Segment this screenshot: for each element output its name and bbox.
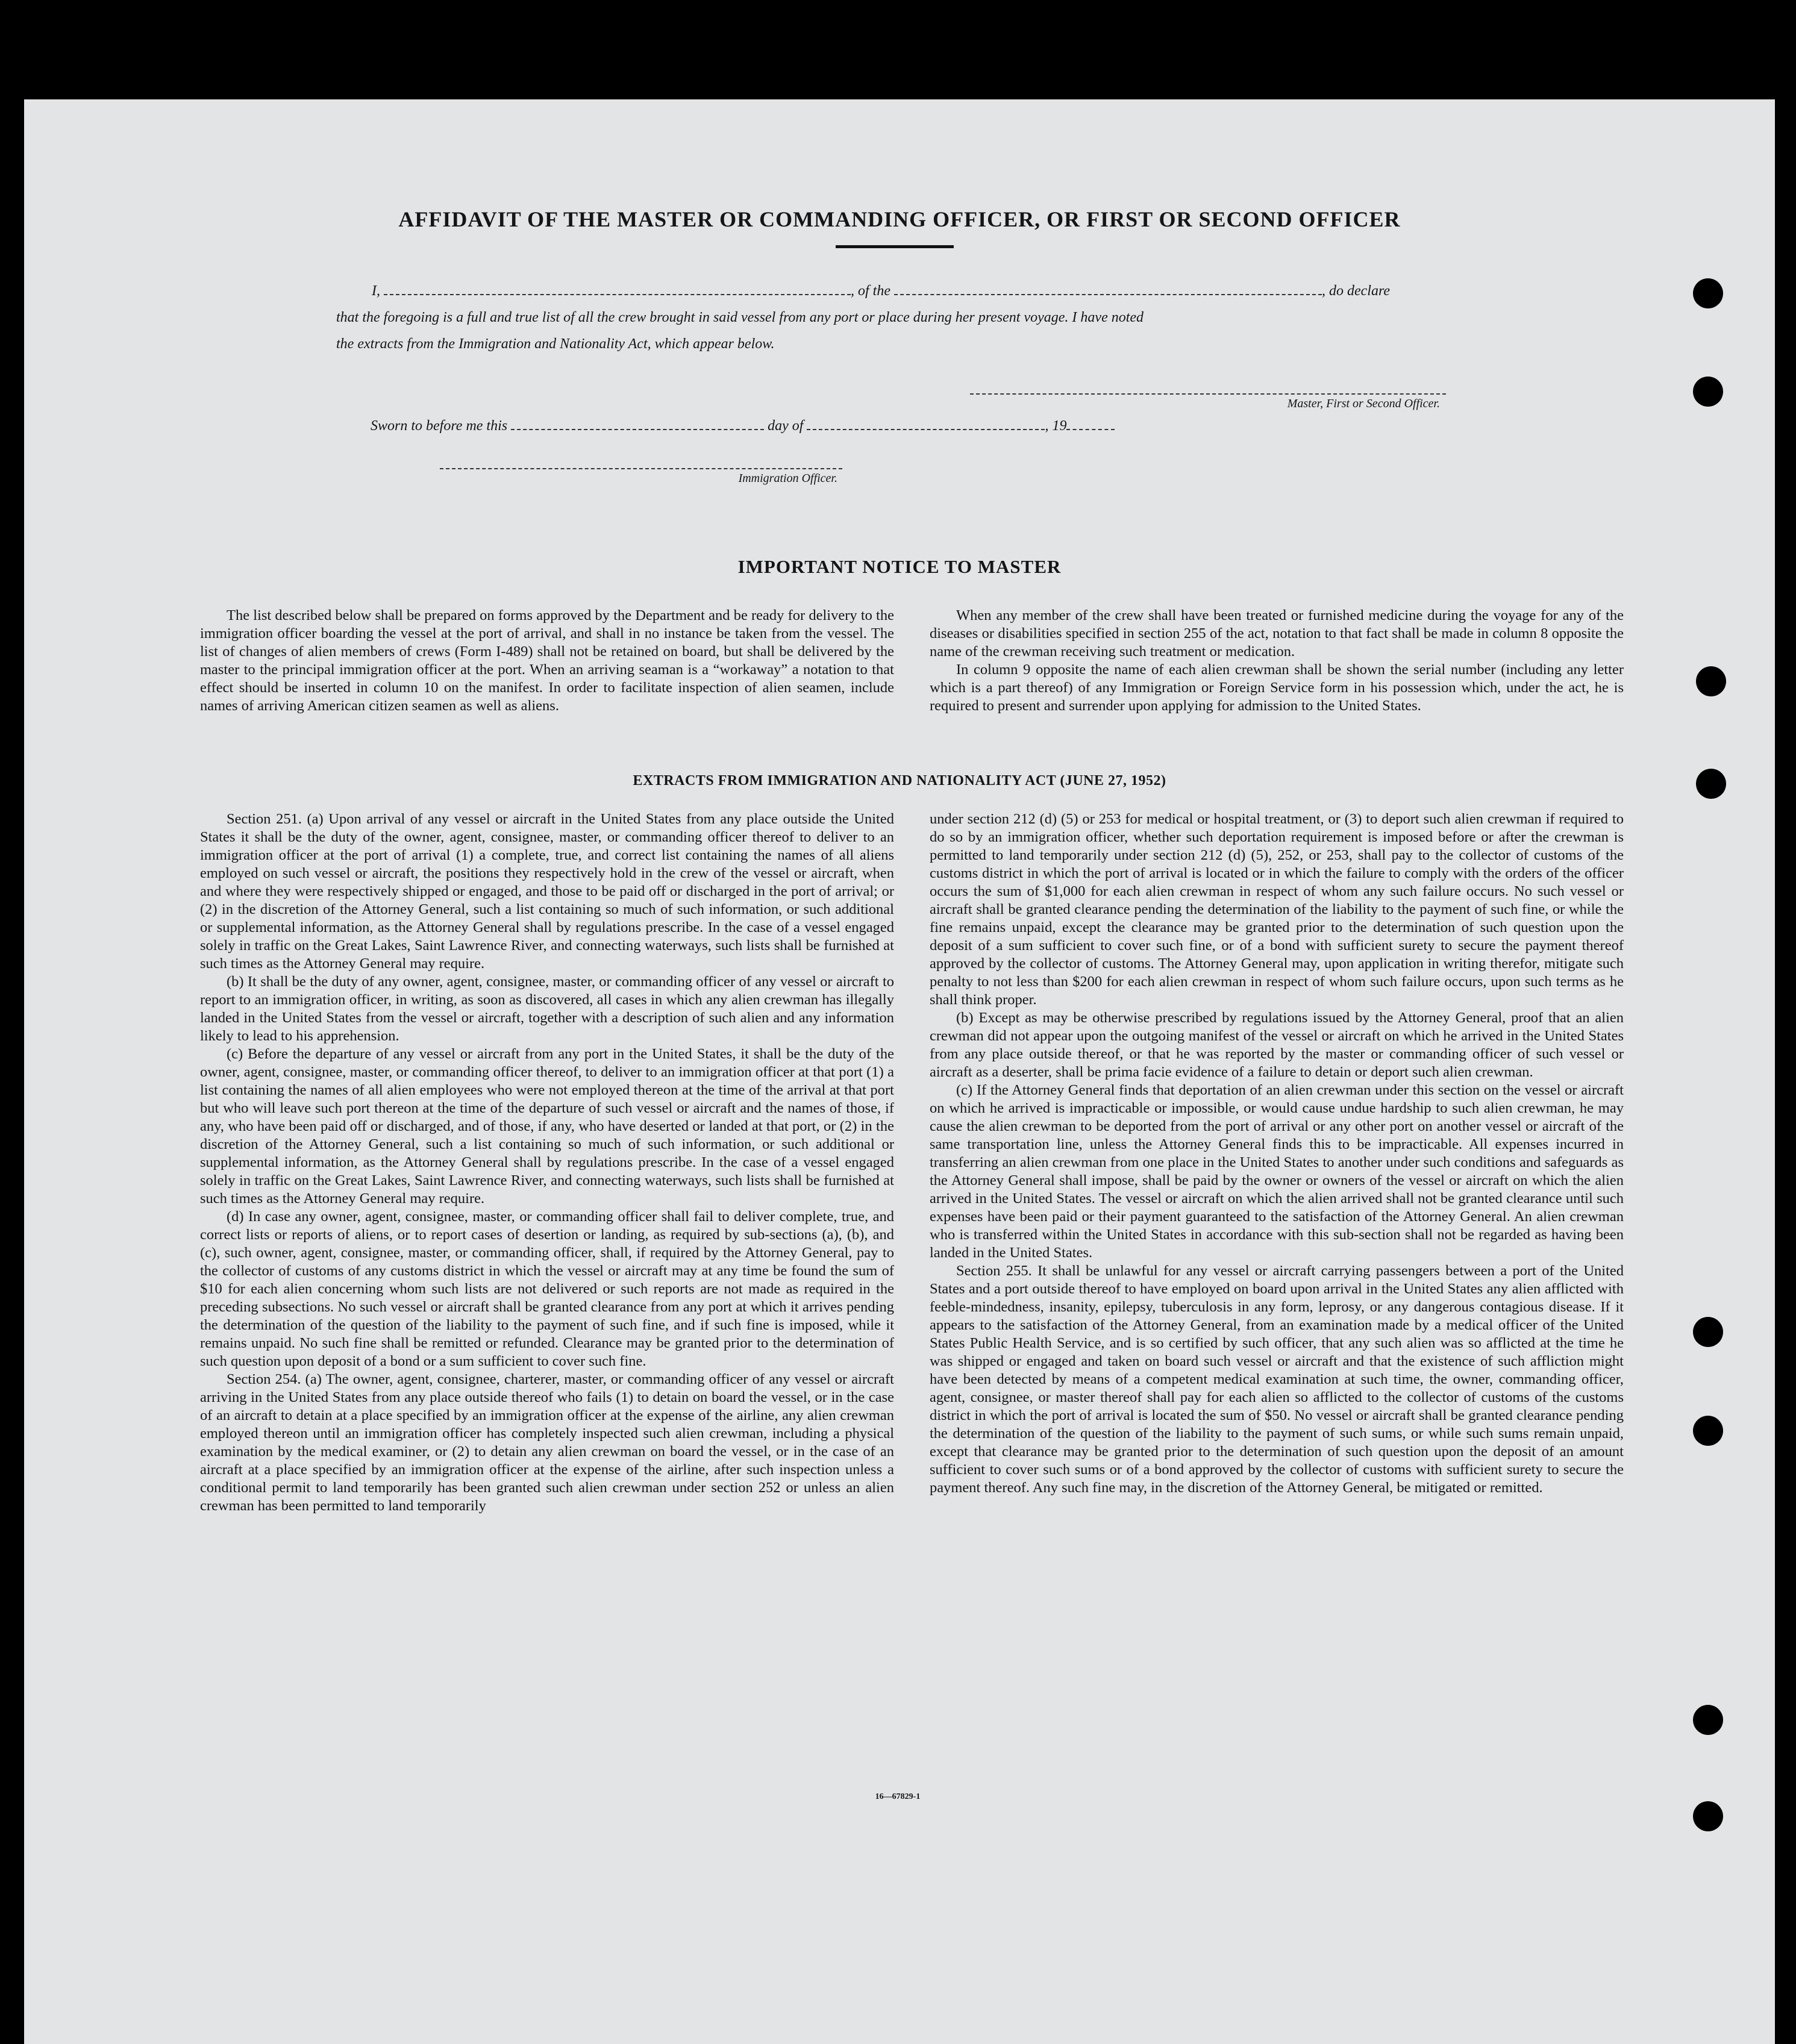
- year-prefix-label: , 19: [1045, 418, 1067, 434]
- extracts-left-column: [200, 810, 894, 1515]
- section-255: Section 255. It shall be unlawful for any vessel or aircraft carrying passengers between a port of the United States and a port outside thereof to have employed on board upon arrival in the United States any alien afflicted with feeble-mindedness, insanity, epilepsy, tuberculosis in any form, leprosy, or any dangerous contagious disease. If it appears to the satisfaction of the Attorney General, from an examination made by a medical officer of the United States Public Health Service, and is so certified by such officer, that any such alien was so afflicted at the time he was shipped or engaged and taken on board such vessel or aircraft and that the existence of such affliction might have been detected by means of a competent medical examination at such time, the owner, commanding officer, agent, consignee, or master thereof shall pay for each alien so afflicted to the collector of customs of the customs district in which the port of arrival is located the sum of $50. No vessel or aircraft shall be granted clearance pending the determination of the question of the liability to the payment of such sums, or while such sums remain unpaid, except that clearance may be granted prior to the determination of such question upon the deposit of an amount sufficient to cover such sums or of a bond approved by the collector of customs with sufficient surety to secure the payment thereof. Any such fine may, in the discretion of the Attorney General, be mitigated or remitted.: [930, 1263, 1624, 1496]
- extracts-right-column: [930, 810, 1624, 1497]
- word-i: I,: [372, 283, 380, 299]
- sworn-before-label: Sworn to before me this: [371, 418, 508, 434]
- officer-signature-line[interactable]: [440, 468, 842, 469]
- notice-paragraph: In column 9 opposite the name of each alien crewman shall be shown the serial number (including any letter which is a part thereof) of any Immigration or Foreign Service form in his possession which, under the act, he is required to present and surrender upon applying for admission to the United States.: [930, 661, 1624, 714]
- word-of-the: , of the: [851, 283, 890, 299]
- declarant-name-field[interactable]: [384, 282, 851, 295]
- punch-hole: [1693, 1317, 1723, 1347]
- title-rule: [836, 245, 954, 248]
- declaration-line-1: [372, 278, 1474, 304]
- declaration-line-2: that the foregoing is a full and true list of all the crew brought in said vessel from any port or place during her present voyage. I have noted: [336, 310, 1144, 325]
- punch-hole: [1696, 666, 1726, 696]
- punch-hole: [1693, 278, 1723, 308]
- sworn-line: [371, 413, 1214, 439]
- notice-left-column: [200, 607, 894, 715]
- punch-hole: [1696, 769, 1726, 799]
- sworn-year-field[interactable]: [1066, 417, 1115, 430]
- notice-title: IMPORTANT NOTICE TO MASTER: [737, 556, 1062, 577]
- sworn-month-field[interactable]: [807, 417, 1045, 430]
- section-251-a: Section 251. (a) Upon arrival of any vessel or aircraft in the United States from any place outside the United States it shall be the duty of the owner, agent, consignee, master, or commanding officer thereof to deliver to an immigration officer at the port of arrival (1) a complete, true, and correct list containing the names of all aliens employed on such vessel or aircraft, the positions they respectively hold in the crew of the vessel or aircraft, when and where they were respectively shipped or engaged, and those to be paid off or discharged in the port of arrival; or (2) in the discretion of the Attorney General, such a list containing so much of such information, or such additional or supplemental information, as the Attorney General shall by regulations prescribe. In the case of a vessel engaged solely in traffic on the Great Lakes, Saint Lawrence River, and connecting waterways, such lists shall be furnished at such times as the Attorney General may require.: [200, 811, 894, 972]
- section-254-c: (c) If the Attorney General finds that deportation of an alien crewman under this section on the vessel or aircraft on which he arrived is impracticable or impossible, or would cause undue hardship to such alien crewman, he may cause the alien crewman to be deported from the port of arrival or any other port on another vessel or aircraft of the same transportation line, unless the Attorney General finds this to be impracticable. All expenses incurred in transferring an alien crewman from one place in the United States to another under such conditions and safeguards as the Attorney General shall impose, shall be paid by the owner or owners of the vessel or aircraft on which the alien arrived in the United States. The vessel or aircraft on which the alien arrived shall not be granted clearance until such expenses have been paid or their payment guaranteed to the satisfaction of the Attorney General. An alien crewman who is transferred within the United States in accordance with this sub-section shall not be regarded as having been landed in the United States.: [930, 1082, 1624, 1261]
- punch-hole: [1693, 377, 1723, 407]
- notice-paragraph: The list described below shall be prepared on forms approved by the Department and be ready for delivery to the immigration officer boarding the vessel at the port of arrival, and shall in no instance be taken from the vessel. The list of changes of alien members of crews (Form I-489) shall not be retained on board, but shall be delivered by the master to the principal immigration officer at the port. When an arriving seaman is a “workaway” a notation to that effect should be inserted in column 10 on the manifest. In order to facilitate inspection of alien seamen, include names of arriving American citizen seamen as well as aliens.: [200, 607, 894, 714]
- punch-hole: [1693, 1705, 1723, 1735]
- extracts-title: EXTRACTS FROM IMMIGRATION AND NATIONALITY ACT (JUNE 27, 1952): [633, 773, 1166, 789]
- punch-hole: [1693, 1416, 1723, 1446]
- section-254-b: (b) Except as may be otherwise prescribed by regulations issued by the Attorney General, proof that an alien crewman did not appear upon the outgoing manifest of the vessel or aircraft on which he arrived in the United States from any place outside thereof, or that he was reported by the master or commanding officer of such vessel or aircraft as a deserter, shall be prima facie evidence of a failure to detain or deport such alien crewman.: [930, 1010, 1624, 1080]
- notice-paragraph: When any member of the crew shall have been treated or furnished medicine during the voyage for any of the diseases or disabilities specified in section 255 of the act, notation to that fact shall be made in column 8 opposite the name of the crewman receiving such treatment or medication.: [930, 607, 1624, 660]
- master-signature-line[interactable]: [970, 393, 1446, 395]
- document-page: [24, 99, 1775, 2044]
- form-number: 16—67829-1: [875, 1792, 921, 1801]
- vessel-name-field[interactable]: [894, 282, 1322, 295]
- officer-caption: Immigration Officer.: [738, 472, 837, 485]
- notice-right-column: [930, 607, 1624, 715]
- day-of-label: day of: [768, 418, 804, 434]
- section-254-a-continued: under section 212 (d) (5) or 253 for medical or hospital treatment, or (3) to deport such alien crewman if required to do so by an immigration officer, whether such deportation requirement is imposed before or after the crewman is permitted to land temporarily under section 212 (d) (5), 252, or 253, shall pay to the collector of customs of the customs district in which the port of arrival is located or in which the failure to comply with the orders of the officer occurs the sum of $1,000 for each alien crewman in respect of whom any such failure occurs. No such vessel or aircraft shall be granted clearance pending the determination of the liability to the payment of such fine, or while the fine remains unpaid, except the clearance may be granted prior to the determination of such question upon the deposit of a sum sufficient to cover such fine, or of a bond with sufficient surety to secure the payment thereof approved by the collector of customs. The Attorney General may, upon application in writing therefor, mitigate such penalty to not less than $200 for each alien crewman in respect of whom such failure occurs, upon such terms as he shall think proper.: [930, 811, 1624, 1008]
- affidavit-title: AFFIDAVIT OF THE MASTER OR COMMANDING OFFICER, OR FIRST OR SECOND OFFICER: [398, 207, 1401, 231]
- punch-hole: [1693, 1801, 1723, 1831]
- master-caption: Master, First or Second Officer.: [1287, 397, 1440, 410]
- word-do-declare: , do declare: [1322, 283, 1391, 299]
- sworn-day-field[interactable]: [511, 417, 764, 430]
- section-251-d: (d) In case any owner, agent, consignee, master, or commanding officer shall fail to deliver complete, true, and correct lists or reports of aliens, or to report cases of desertion or landing, as required by sub-sections (a), (b), and (c), such owner, agent, consignee, master, or commanding officer, shall, if required by the Attorney General, pay to the collector of customs of any customs district in which the vessel or aircraft may at any time be found the sum of $10 for each alien concerning whom such lists are not delivered or such reports are not made as required in the preceding subsections. No such vessel or aircraft shall be granted clearance from any port at which it arrives pending the determination of the question of the liability to the payment of such fine, and if such fine is imposed, while it remains unpaid. No such fine shall be remitted or refunded. Clearance may be granted prior to the determination of such question upon deposit of a bond or a sum sufficient to cover such fine.: [200, 1208, 894, 1369]
- section-251-b: (b) It shall be the duty of any owner, agent, consignee, master, or commanding officer of any vessel or aircraft to report to an immigration officer, in writing, as soon as discovered, all cases in which any alien crewman has illegally landed in the United States from the vessel or aircraft, together with a description of such alien and any information likely to lead to his apprehension.: [200, 974, 894, 1044]
- declaration-line-3: the extracts from the Immigration and Nationality Act, which appear below.: [336, 336, 775, 352]
- section-254-a: Section 254. (a) The owner, agent, consignee, charterer, master, or commanding officer of any vessel or aircraft arriving in the United States from any place outside thereof who fails (1) to detain on board the vessel, or in the case of an aircraft to detain at a place specified by an immigration officer at the expense of the airline, any alien crewman employed thereon until an immigration officer has completely inspected such alien crewman, including a physical examination by the medical examiner, or (2) to detain any alien crewman on board the vessel, or in the case of an aircraft at a place specified by an immigration officer at the expense of the airline, after such inspection unless a conditional permit to land temporarily has been granted such alien crewman under section 252 or unless an alien crewman has been permitted to land temporarily: [200, 1371, 894, 1514]
- section-251-c: (c) Before the departure of any vessel or aircraft from any port in the United States, it shall be the duty of the owner, agent, consignee, master, or commanding officer thereof, to deliver to an immigration officer at that port (1) a list containing the names of all alien employees who were not employed thereon at the time of the arrival at that port but who will leave such port thereon at the time of the departure of such vessel or aircraft and the names of those, if any, who have been paid off or discharged, and of those, if any, who have deserted or landed at that port, or (2) in the discretion of the Attorney General, such a list containing so much of such information, or such additional or supplemental information, as the Attorney General shall by regulations prescribe. In the case of a vessel engaged solely in traffic on the Great Lakes, Saint Lawrence River, and connecting waterways, such lists shall be furnished at such times as the Attorney General may require.: [200, 1046, 894, 1207]
